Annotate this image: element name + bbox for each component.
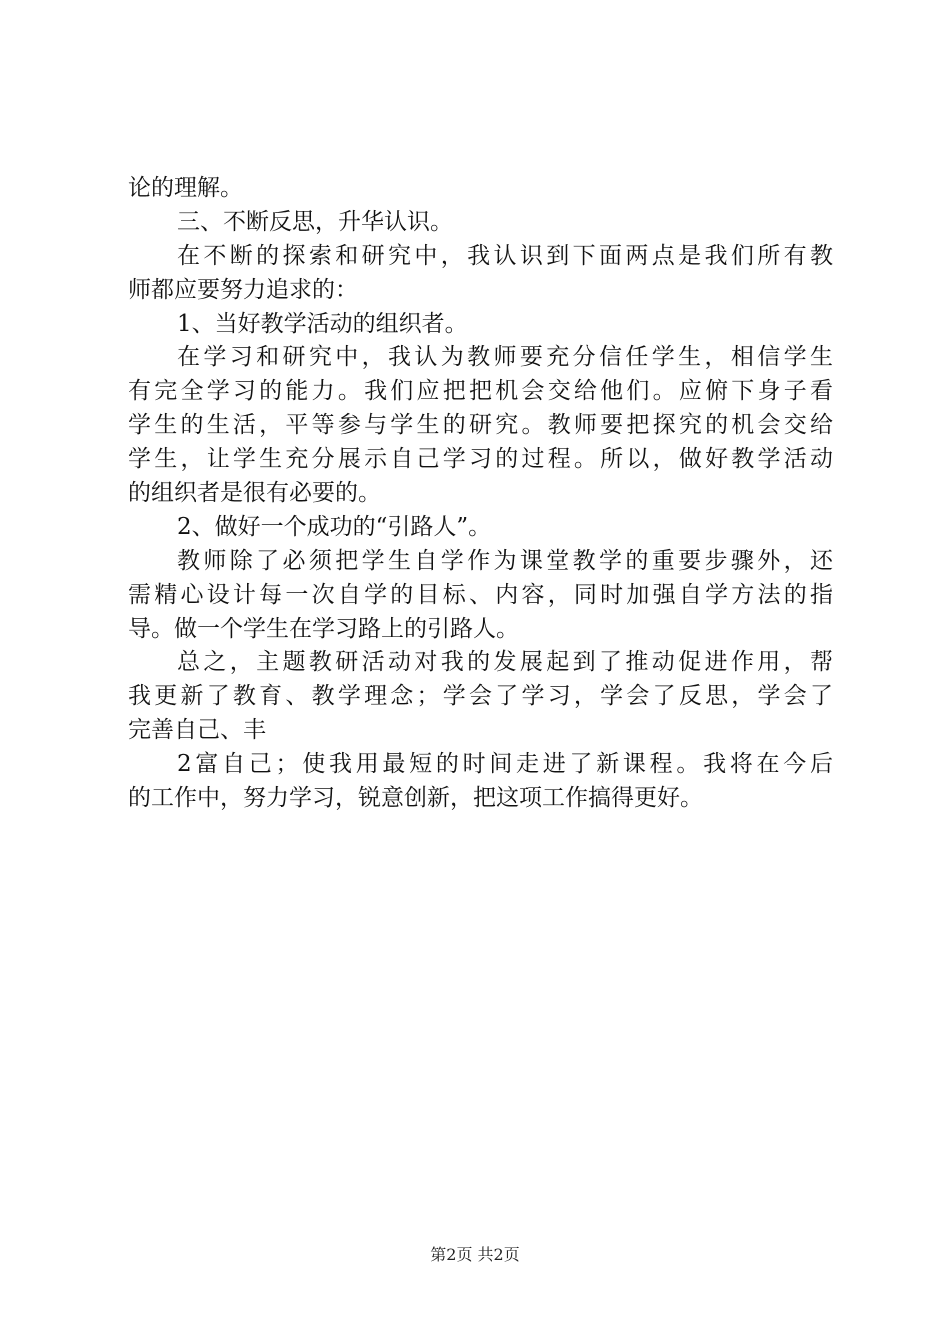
text-line: 导。做一个学生在学习路上的引路人。 <box>128 615 519 642</box>
text-line: 学生的生活，平等参与学生的研究。教师要把探究的机会交给 <box>128 412 833 439</box>
text-line: 1、当好教学活动的组织者。 <box>177 310 468 337</box>
page-footer: 第2页 共2页 <box>430 1245 520 1264</box>
text-line: 总之，主题教研活动对我的发展起到了推动促进作用，帮 <box>177 649 833 676</box>
text-line: 有完全学习的能力。我们应把把机会交给他们。应俯下身子看 <box>128 378 833 405</box>
text-line: 的工作中，努力学习，锐意创新，把这项工作搞得更好。 <box>128 785 703 812</box>
text-line: 在不断的探索和研究中，我认识到下面两点是我们所有教 <box>177 242 833 269</box>
text-line: 我更新了教育、教学理念；学会了学习，学会了反思，学会了 <box>128 683 833 710</box>
text-line: 师都应要努力追求的： <box>128 276 358 303</box>
text-line: 在学习和研究中，我认为教师要充分信任学生，相信学生 <box>177 344 833 371</box>
text-line: 的组织者是很有必要的。 <box>128 480 381 507</box>
text-line: 学生，让学生充分展示自己学习的过程。所以，做好教学活动 <box>128 446 833 473</box>
text-line: 教师除了必须把学生自学作为课堂教学的重要步骤外，还 <box>177 547 833 574</box>
text-line: 论的理解。 <box>128 175 243 201</box>
body-text <box>128 172 833 816</box>
text-line: 2、做好一个成功的“引路人”。 <box>177 513 492 540</box>
text-line: 需精心设计每一次自学的目标、内容，同时加强自学方法的指 <box>128 581 833 608</box>
text-line: 完善自己、丰 <box>128 717 266 744</box>
text-line: 2富自己；使我用最短的时间走进了新课程。我将在今后 <box>177 751 833 778</box>
text-line: 三、不断反思，升华认识。 <box>177 208 453 235</box>
